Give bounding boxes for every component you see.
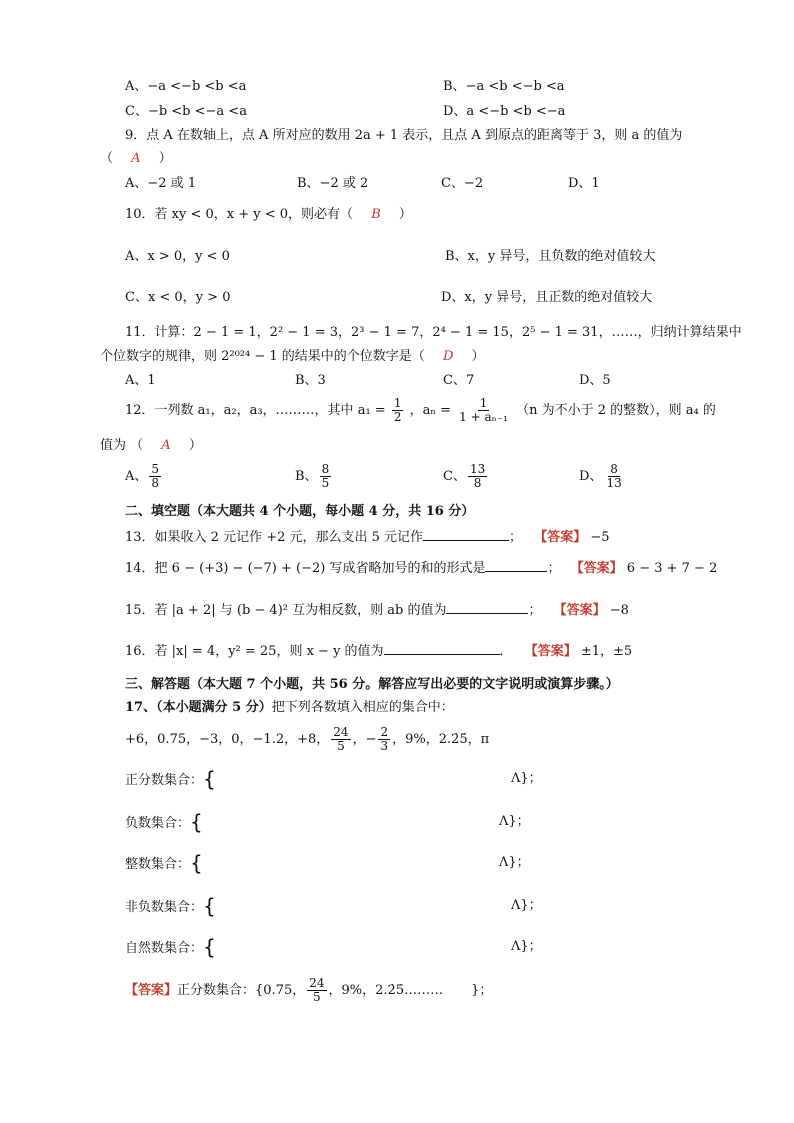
q17-set-negative — [125, 810, 203, 834]
q12-option-d-den: 13 — [606, 476, 622, 490]
q12-f2-num: 1 — [479, 396, 488, 410]
q17-answer — [125, 976, 492, 1006]
section-3-title: 三、解答题（本大题 7 个小题，共 56 分。解答应写出必要的文字说明或演算步骤。） — [125, 677, 619, 692]
q17-stem — [125, 700, 454, 716]
q17-set3-end: Λ}； — [499, 855, 530, 870]
q17-set1-brace: { — [203, 767, 216, 791]
q13-blank — [423, 528, 509, 541]
q9-stem: 9．点 A 在数轴上，点 A 所对应的数用 2a + 1 表示，且点 A 到原点的距离等于 3，则 a 的值为 — [125, 128, 683, 143]
q17-fraction-24-5 — [331, 726, 350, 753]
q13-answer-tag: 【答案】 — [534, 530, 587, 545]
q9-option-b: B、−2 或 2 — [297, 176, 369, 191]
q13-stem: 13．如果收入 2 元记作 +2 元，那么支出 5 元记作 — [125, 530, 424, 545]
q8-option-a: A、−a <−b <b <a — [125, 79, 247, 94]
q12-option-b-fraction — [320, 463, 332, 490]
q12-stem2-pre: 值为 （ — [100, 438, 144, 453]
q15 — [125, 601, 629, 619]
q17-set-positive-fraction — [125, 767, 216, 791]
q17-answer-pre: 正分数集合：{0.75， — [177, 983, 306, 998]
q17-set5-brace: { — [203, 935, 216, 959]
q16-answer-tag: 【答案】 — [524, 644, 577, 659]
q17-set4-brace: { — [203, 894, 216, 918]
q13 — [125, 528, 610, 546]
q9-answer-line — [100, 151, 172, 167]
q17-set1-label: 正分数集合： — [125, 773, 204, 788]
q9-paren-close: ） — [158, 151, 172, 166]
q10-option-d: D、x，y 异号，且正数的绝对值较大 — [441, 290, 653, 305]
q17-stem-text: 把下列各数填入相应的集合中： — [271, 700, 454, 715]
q12-option-d-label: D、 — [579, 469, 603, 484]
q14-answer: 6 − 3 + 7 − 2 — [626, 561, 718, 576]
q12-option-c-num: 13 — [469, 462, 486, 476]
q17-nums-a: +6，0.75，−3，0，−1.2，+8， — [125, 732, 330, 747]
q8-option-b: B、−a <b <−b <a — [443, 79, 565, 94]
q10-option-c: C、x < 0，y > 0 — [125, 290, 231, 305]
q17-set2-end: Λ}； — [499, 814, 530, 829]
q12-option-b-label: B、 — [295, 469, 318, 484]
q17-set2-brace: { — [190, 810, 203, 834]
q15-sep: ； — [528, 603, 542, 618]
q17-numbers — [125, 725, 489, 755]
q17-set1-end: Λ}； — [511, 771, 542, 786]
q12-stem2-post: ） — [188, 438, 202, 453]
q17-answer-post: ，9%，2.2̇5̇……… — [328, 983, 444, 998]
q14 — [125, 559, 717, 577]
q17-f2-den: 3 — [380, 739, 389, 753]
q13-answer: −5 — [590, 530, 610, 545]
q17-set-nonnegative — [125, 894, 216, 918]
q11-answer: D — [442, 349, 454, 364]
q16 — [125, 642, 632, 660]
q12-answer: A — [161, 438, 171, 453]
q14-answer-tag: 【答案】 — [570, 561, 623, 576]
q17-f1-den: 5 — [337, 739, 345, 753]
q12-f1-den: 2 — [393, 410, 402, 424]
q17-nums-b: ，− — [352, 732, 377, 747]
q12-option-a-den: 8 — [151, 476, 160, 490]
q12-stem-c: （n 为不小于 2 的整数），则 a₄ 的 — [516, 403, 716, 418]
q12-stem-b: ，aₙ = — [409, 403, 452, 418]
q11-stem2-post: ） — [471, 349, 485, 364]
q17-set5-label: 自然数集合： — [125, 941, 204, 956]
q12-option-c-label: C、 — [443, 469, 466, 484]
q9-option-a: A、−2 或 1 — [125, 176, 197, 191]
q15-stem: 15．若 |a + 2| 与 (b − 4)² 互为相反数，则 ab 的值为 — [125, 603, 447, 618]
q14-stem: 14．把 6 − (+3) − (−7) + (−2) 写成省略加号的和的形式是 — [125, 561, 486, 576]
q10-answer: B — [371, 207, 381, 222]
q12-option-c-den: 8 — [473, 476, 482, 490]
q14-sep: ； — [547, 561, 561, 576]
section-2-title: 二、填空题（本大题共 4 个小题，每小题 4 分，共 16 分） — [125, 504, 475, 519]
q17-answer-tag: 【答案】 — [125, 983, 178, 998]
q11-option-a: A、1 — [125, 373, 156, 388]
q17-f1-num: 24 — [333, 725, 349, 739]
q12-option-a-fraction — [149, 463, 161, 490]
q17-set2-label: 负数集合： — [125, 816, 191, 831]
q12-option-b — [295, 462, 333, 492]
q10-stem — [125, 207, 412, 223]
q12-stem-line1 — [125, 396, 716, 426]
q16-stem: 16．若 |x| = 4，y² = 25，则 x − y 的值为 — [125, 644, 384, 659]
q12-option-d-fraction — [604, 463, 623, 490]
q10-stem-pre: 10．若 xy < 0，x + y < 0，则必有（ — [125, 207, 354, 222]
q10-option-b: B、x，y 异号，且负数的绝对值较大 — [445, 249, 656, 264]
q12-option-b-num: 8 — [321, 462, 330, 476]
q17-set5-end: Λ}； — [511, 939, 542, 954]
q12-f2-den: 1 + aₙ₋₁ — [459, 410, 508, 424]
q17-answer-end: }； — [471, 983, 493, 998]
q11-option-c: C、7 — [443, 373, 475, 388]
q15-blank — [446, 601, 528, 614]
q9-option-d: D、1 — [568, 176, 600, 191]
q12-option-c — [443, 462, 489, 492]
q17-answer-fraction — [307, 977, 326, 1004]
q10-stem-post: ） — [398, 207, 412, 222]
q12-option-b-den: 5 — [321, 476, 330, 490]
q17-f2-num: 2 — [380, 725, 389, 739]
q12-stem-line2 — [100, 438, 202, 454]
q8-option-c: C、−b <b <−a <a — [125, 104, 247, 119]
q8-option-d: D、a <−b <b <−a — [443, 104, 566, 119]
q12-option-a-num: 5 — [151, 462, 160, 476]
q12-f1-num: 1 — [393, 396, 402, 410]
q17-set3-brace: { — [190, 851, 203, 875]
q11-option-b: B、3 — [295, 373, 326, 388]
q17-set4-label: 非负数集合： — [125, 900, 204, 915]
q12-stem-a: 12．一列数 a₁，a₂，a₃，………，其中 a₁ = — [125, 403, 386, 418]
q9-answer: A — [131, 151, 141, 166]
q17-set3-label: 整数集合： — [125, 857, 191, 872]
q12-option-a — [125, 462, 163, 492]
q12-option-c-fraction — [468, 463, 487, 490]
q12-fraction-a1 — [392, 397, 404, 424]
q12-option-d — [579, 462, 626, 492]
q17-nums-c: ，9%，2.2̇5̇，π — [392, 732, 490, 747]
q14-blank — [485, 559, 547, 572]
q11-stem-line1: 11．计算：2 − 1 = 1，2² − 1 = 3，2³ − 1 = 7，2⁴ − 1 = 15，2⁵ − 1 = 31，……，归纳计算结果中 — [125, 325, 742, 340]
q17-set-natural — [125, 935, 216, 959]
q12-option-d-num: 8 — [610, 462, 618, 476]
q9-option-c: C、−2 — [441, 176, 484, 191]
q17-fraction-2-3 — [378, 726, 390, 753]
q17-stem-bold: 17、（本小题满分 5 分） — [125, 700, 272, 715]
q17-answer-den: 5 — [313, 990, 321, 1004]
q17-answer-num: 24 — [309, 976, 325, 990]
q16-sep: ． — [499, 644, 513, 659]
q11-stem2-pre: 个位数字的规律，则 2²⁰²⁴ − 1 的结果中的个位数字是（ — [100, 349, 425, 364]
q11-stem-line2 — [100, 349, 485, 365]
q13-sep: ； — [509, 530, 523, 545]
q17-set-integer — [125, 851, 203, 875]
q9-paren-open: （ — [100, 151, 114, 166]
q15-answer: −8 — [609, 603, 629, 618]
q12-fraction-an — [457, 397, 510, 424]
q15-answer-tag: 【答案】 — [553, 603, 606, 618]
q12-option-a-label: A、 — [125, 469, 148, 484]
q16-blank — [384, 642, 500, 655]
q10-option-a: A、x > 0，y < 0 — [125, 249, 230, 264]
q17-set4-end: Λ}； — [511, 898, 542, 913]
q11-option-d: D、5 — [579, 373, 611, 388]
q16-answer: ±1，±5 — [580, 644, 633, 659]
